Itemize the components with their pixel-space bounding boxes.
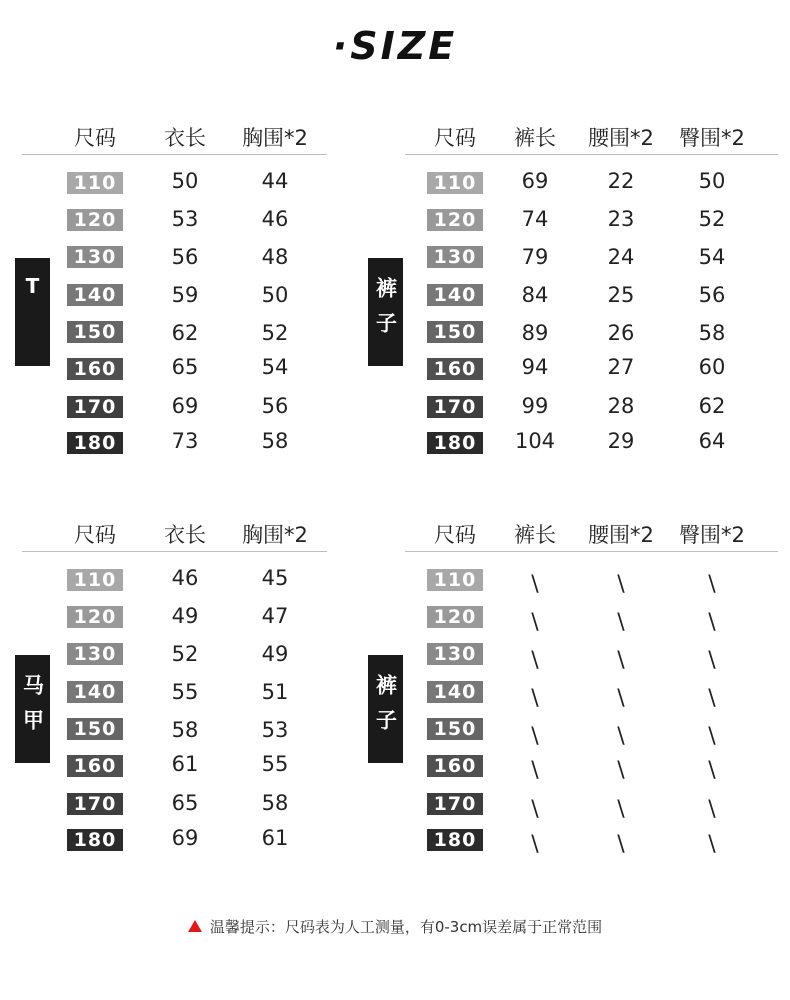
table-cell: 58 <box>698 321 726 345</box>
size-badge: 110 <box>427 569 483 591</box>
table-cell: 56 <box>261 394 289 418</box>
table-cell: 73 <box>171 429 199 453</box>
table-cell: 94 <box>521 355 549 379</box>
table-cell: 79 <box>521 245 549 269</box>
table-cell: 61 <box>171 752 199 776</box>
table-cell: 59 <box>171 283 199 307</box>
size-badge: 170 <box>427 396 483 418</box>
table-cell: \ <box>617 610 625 635</box>
table-cell: 99 <box>521 394 549 418</box>
header-divider <box>405 551 778 552</box>
table-cell: \ <box>708 797 716 822</box>
note <box>0 916 790 937</box>
table-cell: 54 <box>698 245 726 269</box>
table-cell: \ <box>708 572 716 597</box>
table-cell: 47 <box>261 604 289 628</box>
table-cell: 65 <box>171 355 199 379</box>
table-cell: 51 <box>261 680 289 704</box>
size-badge: 160 <box>427 358 483 380</box>
table-cell: \ <box>708 724 716 749</box>
warning-triangle-icon <box>188 920 202 932</box>
table-cell: 58 <box>261 429 289 453</box>
size-badge: 180 <box>427 829 483 851</box>
table-cell: 24 <box>607 245 635 269</box>
note-text: 温馨提示：尺码表为人工测量，有0-3cm误差属于正常范围 <box>209 918 603 936</box>
table-cell: 58 <box>171 718 199 742</box>
table-cell: \ <box>708 648 716 673</box>
size-badge: 120 <box>427 606 483 628</box>
size-badge: 150 <box>67 718 123 740</box>
column-header: 腰围*2 <box>588 126 654 150</box>
column-header: 尺码 <box>434 523 476 547</box>
table-cell: 69 <box>171 826 199 850</box>
size-table-2 <box>400 122 780 462</box>
table-cell: \ <box>531 724 539 749</box>
size-badge: 170 <box>427 793 483 815</box>
size-badge: 130 <box>427 246 483 268</box>
table-cell: 56 <box>171 245 199 269</box>
table-cell: 52 <box>698 207 726 231</box>
header-divider <box>22 551 327 552</box>
table-cell: \ <box>617 648 625 673</box>
size-badge: 130 <box>67 643 123 665</box>
table-cell: 84 <box>521 283 549 307</box>
table-cell: \ <box>531 610 539 635</box>
size-badge: 160 <box>67 358 123 380</box>
table-cell: 60 <box>698 355 726 379</box>
table-cell: 22 <box>607 169 635 193</box>
size-badge: 110 <box>67 569 123 591</box>
size-badge: 150 <box>427 718 483 740</box>
size-badge: 180 <box>427 432 483 454</box>
table-cell: 54 <box>261 355 289 379</box>
page-title: ·SIZE <box>332 24 458 68</box>
table-cell: 64 <box>698 429 726 453</box>
table-cell: \ <box>531 758 539 783</box>
table-cell: 52 <box>261 321 289 345</box>
table-cell: \ <box>531 648 539 673</box>
size-badge: 180 <box>67 829 123 851</box>
size-badge: 150 <box>67 321 123 343</box>
table-cell: \ <box>617 572 625 597</box>
table-cell: 50 <box>171 169 199 193</box>
table-cell: 56 <box>698 283 726 307</box>
size-badge: 160 <box>427 755 483 777</box>
size-badge: 120 <box>67 209 123 231</box>
size-badge: 140 <box>427 681 483 703</box>
table-cell: 61 <box>261 826 289 850</box>
column-header: 胸围*2 <box>242 126 308 150</box>
column-header: 尺码 <box>74 523 116 547</box>
category-label-text: 裤子 <box>373 674 398 744</box>
table-cell: 28 <box>607 394 635 418</box>
size-badge: 140 <box>67 681 123 703</box>
size-badge: 180 <box>67 432 123 454</box>
table-cell: \ <box>531 832 539 857</box>
table-cell: 69 <box>171 394 199 418</box>
size-badge: 120 <box>427 209 483 231</box>
table-cell: \ <box>708 832 716 857</box>
size-badge: 110 <box>67 172 123 194</box>
table-cell: 25 <box>607 283 635 307</box>
category-label <box>368 258 403 366</box>
table-cell: 23 <box>607 207 635 231</box>
header-divider <box>22 154 327 155</box>
header-divider <box>405 154 778 155</box>
table-cell: \ <box>708 610 716 635</box>
size-badge: 170 <box>67 793 123 815</box>
table-cell: 69 <box>521 169 549 193</box>
column-header: 臀围*2 <box>679 126 745 150</box>
size-badge: 160 <box>67 755 123 777</box>
column-header: 衣长 <box>164 126 206 150</box>
table-cell: 55 <box>171 680 199 704</box>
table-cell: 53 <box>171 207 199 231</box>
table-cell: \ <box>708 686 716 711</box>
column-header: 尺码 <box>434 126 476 150</box>
table-cell: 62 <box>171 321 199 345</box>
table-cell: 49 <box>171 604 199 628</box>
table-cell: 52 <box>171 642 199 666</box>
column-header: 胸围*2 <box>242 523 308 547</box>
table-cell: 62 <box>698 394 726 418</box>
table-cell: 89 <box>521 321 549 345</box>
table-cell: \ <box>531 572 539 597</box>
column-header: 尺码 <box>74 126 116 150</box>
column-header: 裤长 <box>514 523 556 547</box>
size-badge: 150 <box>427 321 483 343</box>
table-cell: 74 <box>521 207 549 231</box>
category-label-text: T <box>25 274 40 298</box>
table-cell: 29 <box>607 429 635 453</box>
size-badge: 130 <box>427 643 483 665</box>
table-cell: 46 <box>261 207 289 231</box>
category-label <box>15 655 50 763</box>
table-cell: \ <box>617 758 625 783</box>
table-cell: 48 <box>261 245 289 269</box>
table-cell: \ <box>617 724 625 749</box>
table-cell: 50 <box>261 283 289 307</box>
table-cell: 58 <box>261 791 289 815</box>
column-header: 腰围*2 <box>588 523 654 547</box>
size-badge: 140 <box>67 284 123 306</box>
table-cell: \ <box>531 797 539 822</box>
table-cell: 104 <box>514 429 556 453</box>
size-badge: 110 <box>427 172 483 194</box>
size-table-4 <box>400 519 780 859</box>
size-badge: 120 <box>67 606 123 628</box>
table-cell: 55 <box>261 752 289 776</box>
column-header: 臀围*2 <box>679 523 745 547</box>
table-cell: 49 <box>261 642 289 666</box>
table-cell: 53 <box>261 718 289 742</box>
category-label-text: 马甲 <box>20 674 45 744</box>
column-header: 裤长 <box>514 126 556 150</box>
table-cell: 26 <box>607 321 635 345</box>
table-cell: 44 <box>261 169 289 193</box>
table-cell: \ <box>617 686 625 711</box>
table-cell: \ <box>531 686 539 711</box>
table-cell: 46 <box>171 566 199 590</box>
category-label <box>368 655 403 763</box>
table-cell: \ <box>617 832 625 857</box>
table-cell: \ <box>617 797 625 822</box>
size-badge: 140 <box>427 284 483 306</box>
category-label-text: 裤子 <box>373 277 398 347</box>
size-badge: 130 <box>67 246 123 268</box>
table-cell: 65 <box>171 791 199 815</box>
table-cell: 27 <box>607 355 635 379</box>
column-header: 衣长 <box>164 523 206 547</box>
table-cell: 45 <box>261 566 289 590</box>
size-badge: 170 <box>67 396 123 418</box>
category-label <box>15 258 50 366</box>
table-cell: \ <box>708 758 716 783</box>
table-cell: 50 <box>698 169 726 193</box>
